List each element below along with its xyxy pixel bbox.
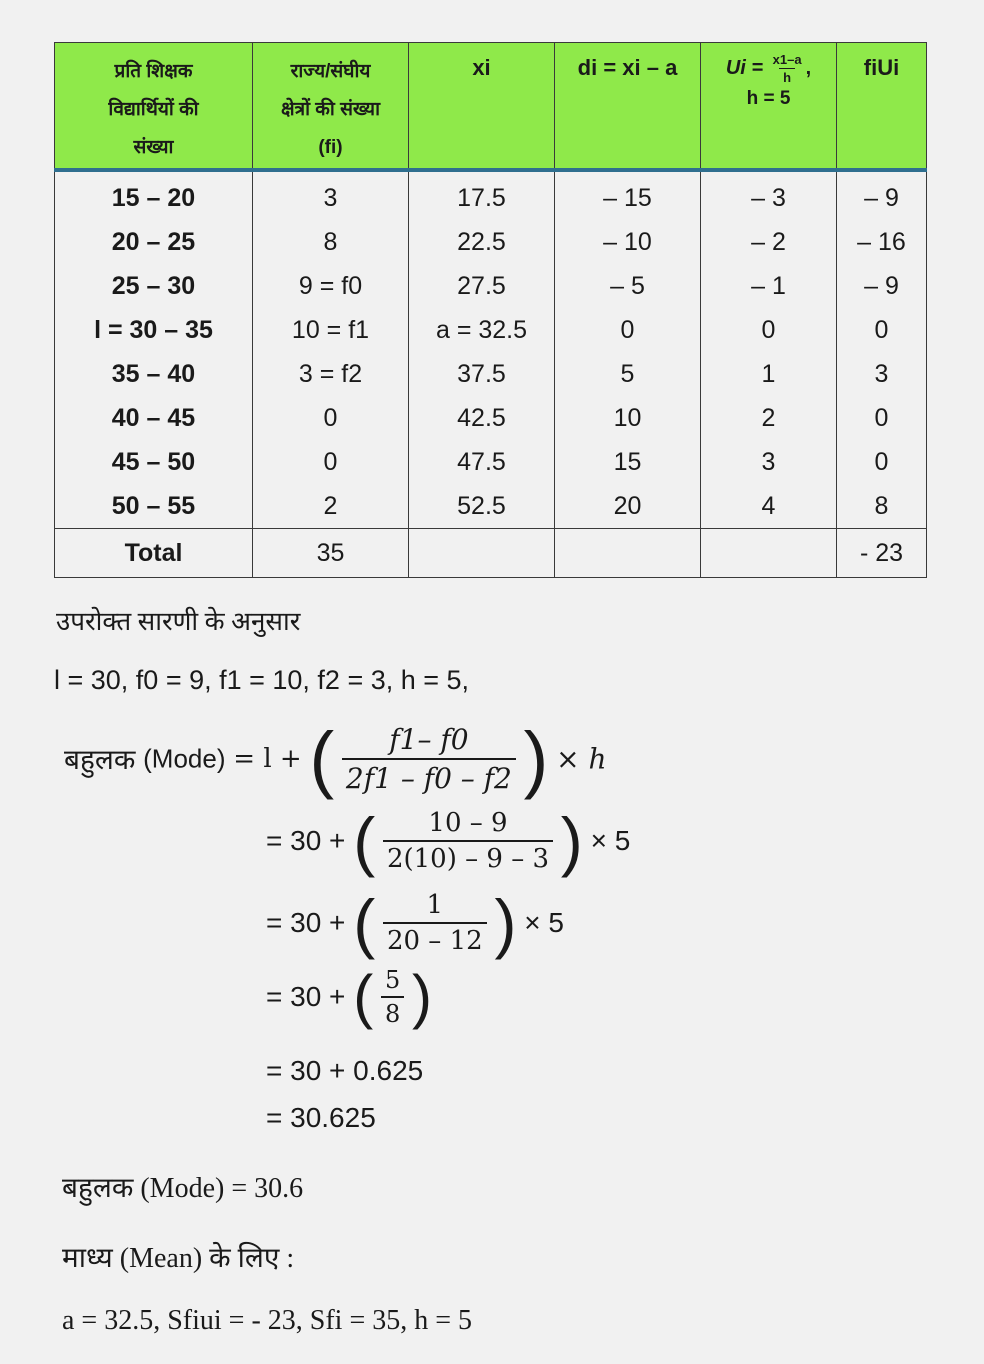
total-label: Total	[55, 529, 253, 578]
cell-di: – 10	[555, 220, 701, 264]
cell-ui: – 2	[701, 220, 837, 264]
table-header-row	[55, 43, 927, 171]
frequency-table	[54, 42, 927, 578]
mode-formula-numerator: f1– f0	[389, 723, 469, 756]
cell-ui: 1	[701, 352, 837, 396]
step-5: = 30.625	[266, 1102, 376, 1133]
step-1-denominator: 2(10) – 9 – 3	[383, 840, 553, 874]
cell-class-interval: l = 30 – 35	[55, 308, 253, 352]
total-empty-x	[409, 529, 555, 578]
header-ui-h: h = 5	[746, 88, 791, 109]
step-2	[266, 886, 564, 960]
table-row	[55, 484, 927, 529]
cell-class-interval: 20 – 25	[55, 220, 253, 264]
header-ui-lhs: Ui =	[725, 56, 764, 79]
mode-formula-lhs: = l +	[233, 744, 302, 774]
mode-label-hindi: बहुलक	[64, 745, 136, 776]
step-3-lhs: = 30 +	[266, 981, 346, 1012]
step-1-numerator: 10 – 9	[428, 808, 508, 838]
step-1-close-paren: )	[560, 804, 583, 878]
step-2-denominator: 20 – 12	[383, 922, 487, 956]
step-3-denominator: 8	[381, 996, 404, 1028]
header-col1-line2: विद्यार्थियों की	[108, 99, 199, 120]
cell-xi: 27.5	[409, 264, 555, 308]
header-col1-line1: प्रति शिक्षक	[114, 61, 193, 82]
mode-formula-denominator: 2f1 – f0 – f2	[342, 758, 516, 795]
step-3-open-paren: (	[353, 963, 374, 1030]
step-3-fraction	[381, 966, 404, 1028]
mode-formula-close-paren: )	[523, 717, 549, 800]
step-1	[266, 804, 631, 878]
cell-xi: 52.5	[409, 484, 555, 529]
cell-frequency: 3 = f2	[253, 352, 409, 396]
total-row	[55, 529, 927, 578]
cell-class-interval: 45 – 50	[55, 440, 253, 484]
cell-frequency: 0	[253, 396, 409, 440]
step-1-times: × 5	[590, 825, 631, 856]
table-row	[55, 220, 927, 264]
cell-ui: – 3	[701, 170, 837, 220]
table-body	[55, 170, 927, 578]
according-table-text: उपरोक्त सारणी के अनुसार	[56, 607, 301, 636]
cell-ui: – 1	[701, 264, 837, 308]
cell-ui: 0	[701, 308, 837, 352]
table-row	[55, 396, 927, 440]
values-line: l = 30, f0 = 9, f1 = 10, f2 = 3, h = 5,	[54, 665, 470, 695]
cell-fiui: 0	[837, 308, 927, 352]
cell-xi: 22.5	[409, 220, 555, 264]
cell-fiui: – 16	[837, 220, 927, 264]
table-row	[55, 440, 927, 484]
header-col2-line1: राज्य/संघीय	[290, 61, 371, 82]
header-di: di = xi – a	[555, 43, 701, 171]
step-3-close-paren: )	[412, 963, 432, 1030]
total-f: 35	[253, 529, 409, 578]
table-row	[55, 170, 927, 220]
cell-frequency: 9 = f0	[253, 264, 409, 308]
cell-di: – 5	[555, 264, 701, 308]
cell-fiui: 3	[837, 352, 927, 396]
cell-frequency: 8	[253, 220, 409, 264]
cell-ui: 2	[701, 396, 837, 440]
cell-fiui: 0	[837, 440, 927, 484]
step-3	[266, 963, 432, 1030]
cell-frequency: 10 = f1	[253, 308, 409, 352]
mean-heading: माध्य (Mean) के लिए :	[62, 1243, 295, 1274]
step-2-lhs: = 30 +	[266, 907, 346, 938]
step-2-times: × 5	[524, 907, 564, 938]
cell-xi: 42.5	[409, 396, 555, 440]
mode-label-english: (Mode)	[143, 743, 226, 774]
step-3-numerator: 5	[384, 966, 401, 994]
header-ui-frac-num: x1–a	[772, 52, 802, 67]
cell-ui: 4	[701, 484, 837, 529]
cell-di: 0	[555, 308, 701, 352]
step-2-open-paren: (	[353, 886, 376, 960]
step-1-open-paren: (	[353, 804, 376, 878]
step-2-close-paren: )	[494, 886, 517, 960]
step-2-numerator: 1	[426, 890, 444, 920]
cell-di: 10	[555, 396, 701, 440]
step-1-lhs: = 30 +	[266, 825, 346, 856]
cell-xi: 17.5	[409, 170, 555, 220]
header-number-of-states	[253, 43, 409, 171]
header-col1-line3: संख्या	[133, 137, 174, 158]
table-row	[55, 308, 927, 352]
total-empty-d	[555, 529, 701, 578]
mode-formula	[64, 717, 607, 800]
header-xi: xi	[409, 43, 555, 171]
step-2-fraction	[383, 890, 487, 956]
cell-class-interval: 35 – 40	[55, 352, 253, 396]
header-ui-frac-den: h	[779, 68, 795, 84]
cell-ui: 3	[701, 440, 837, 484]
cell-frequency: 3	[253, 170, 409, 220]
cell-xi: a = 32.5	[409, 308, 555, 352]
cell-class-interval: 15 – 20	[55, 170, 253, 220]
mode-formula-open-paren: (	[309, 717, 335, 800]
total-empty-u	[701, 529, 837, 578]
cell-fiui: 0	[837, 396, 927, 440]
table-row	[55, 352, 927, 396]
cell-class-interval: 25 – 30	[55, 264, 253, 308]
header-students-per-teacher	[55, 43, 253, 171]
header-col2-line3: (fi)	[318, 137, 343, 158]
cell-xi: 47.5	[409, 440, 555, 484]
step-4: = 30 + 0.625	[266, 1055, 424, 1086]
cell-fiui: – 9	[837, 170, 927, 220]
header-col2-line2: क्षेत्रों की संख्या	[280, 99, 380, 120]
mode-formula-times-h: × h	[556, 742, 607, 776]
cell-class-interval: 50 – 55	[55, 484, 253, 529]
cell-class-interval: 40 – 45	[55, 396, 253, 440]
table-row	[55, 264, 927, 308]
mean-values: a = 32.5, Sfiui = - 23, Sfi = 35, h = 5	[62, 1305, 473, 1336]
cell-fiui: 8	[837, 484, 927, 529]
mode-formula-fraction	[342, 723, 516, 795]
cell-di: 15	[555, 440, 701, 484]
cell-frequency: 0	[253, 440, 409, 484]
cell-xi: 37.5	[409, 352, 555, 396]
step-1-fraction	[383, 808, 553, 874]
cell-di: – 15	[555, 170, 701, 220]
cell-di: 5	[555, 352, 701, 396]
cell-di: 20	[555, 484, 701, 529]
mode-result: बहुलक (Mode) = 30.6	[62, 1173, 304, 1204]
header-ui: Ui = $\frac{x1-a}{h}$ , h = 5	[701, 43, 837, 171]
header-ui-fraction	[769, 53, 806, 84]
cell-frequency: 2	[253, 484, 409, 529]
header-fiui: fiUi	[837, 43, 927, 171]
cell-fiui: – 9	[837, 264, 927, 308]
total-fu: - 23	[837, 529, 927, 578]
